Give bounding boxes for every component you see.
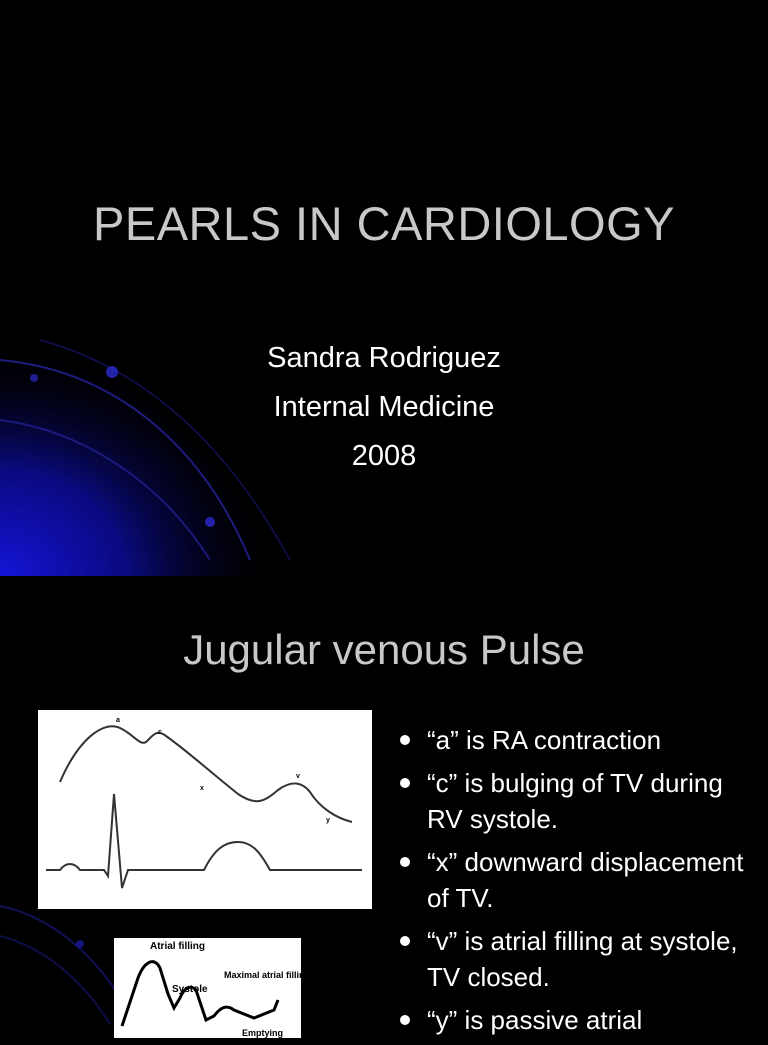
bullet-item [398, 765, 758, 837]
bullet-item [398, 844, 758, 916]
bullet-dot-icon [400, 936, 410, 946]
bullet-item [398, 1002, 758, 1038]
bullet-text: “v” is atrial filling at systole, TV closed. [427, 926, 738, 992]
atrial-pressure-figure [114, 938, 311, 1038]
fig-label-systole: Systole [172, 984, 208, 995]
fig-label-maximal: Maximal atrial filling [224, 970, 311, 980]
fig-label-a: a [116, 717, 120, 724]
bullet-dot-icon [400, 778, 410, 788]
fig-label-x: x [200, 785, 204, 792]
year: 2008 [351, 440, 417, 472]
bullet-dot-icon [400, 1015, 410, 1025]
fig-label-atrial-filling: Atrial filling [150, 941, 205, 952]
fig-label-v: v [296, 773, 300, 780]
fig-label-c: c [158, 729, 162, 736]
bullet-text: “x” downward displacement of TV. [427, 847, 744, 913]
slide-title: PEARLS IN CARDIOLOGY [93, 197, 675, 250]
jvp-waveform-figure [38, 710, 372, 909]
bullet-text: “y” is passive atrial [427, 1005, 643, 1035]
bullet-item [398, 722, 758, 758]
bullet-text: “c” is bulging of TV during RV systole. [427, 768, 723, 834]
slide-subtitle [0, 334, 768, 481]
bullet-list [398, 722, 758, 1045]
bullet-text: “a” is RA contraction [427, 725, 662, 755]
bullet-dot-icon [400, 857, 410, 867]
slide-title: Jugular venous Pulse [183, 626, 585, 673]
bullet-item [398, 923, 758, 995]
author-name: Sandra Rodriguez [267, 342, 501, 374]
jvp-slide [0, 576, 768, 1038]
blue-swoosh-decoration [0, 0, 300, 576]
bullet-dot-icon [400, 735, 410, 745]
fig-label-y: y [326, 817, 330, 824]
department: Internal Medicine [273, 391, 495, 423]
fig-label-emptying: Emptying [242, 1028, 284, 1038]
